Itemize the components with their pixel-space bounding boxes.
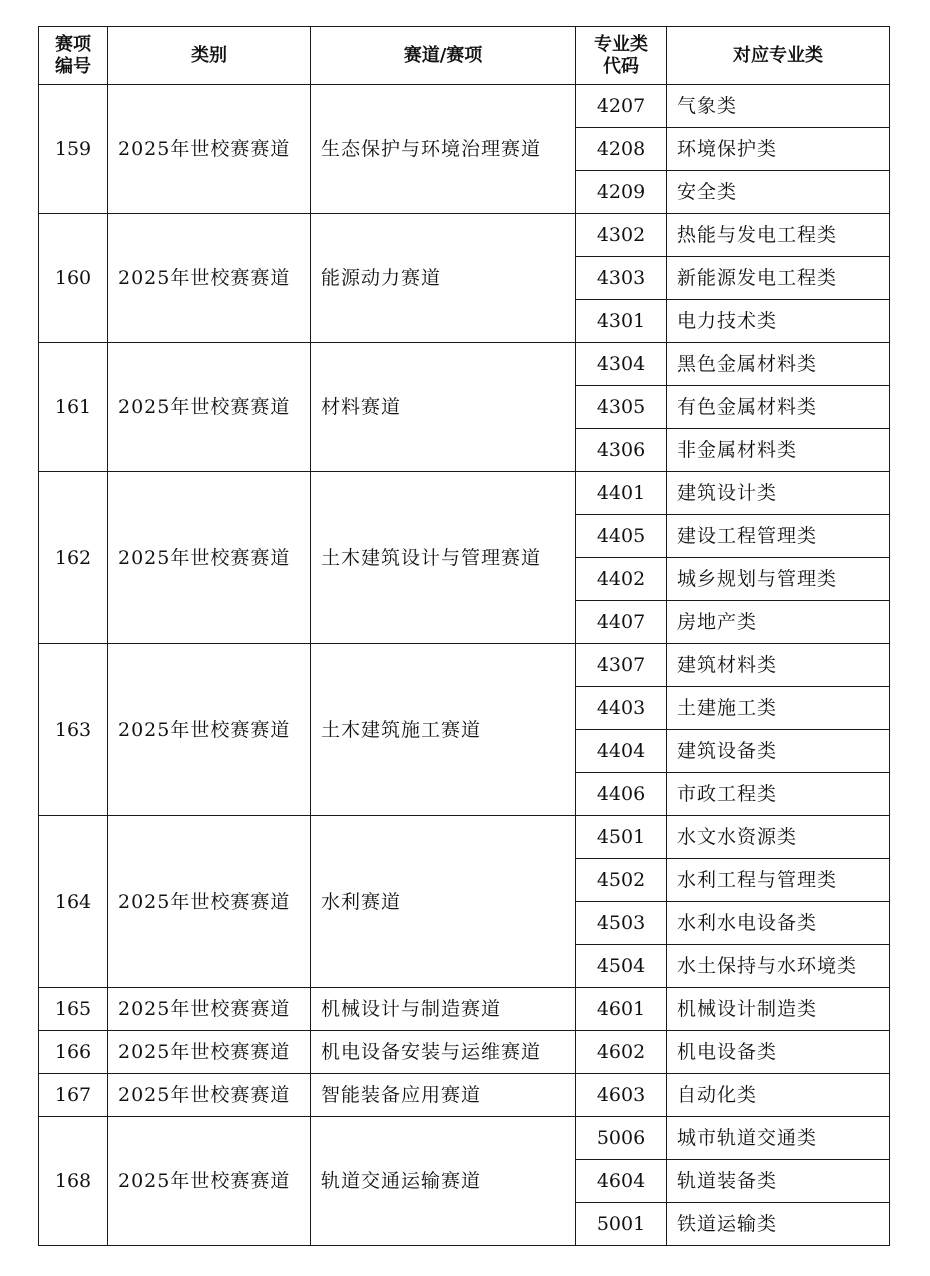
cell-major-code: 4304 bbox=[576, 343, 667, 386]
cell-track: 轨道交通运输赛道 bbox=[311, 1117, 576, 1246]
cell-major-name: 房地产类 bbox=[667, 601, 890, 644]
cell-major-name: 市政工程类 bbox=[667, 773, 890, 816]
cell-id: 168 bbox=[39, 1117, 108, 1246]
cell-major-name: 水文水资源类 bbox=[667, 816, 890, 859]
cell-major-code: 4209 bbox=[576, 171, 667, 214]
table-row bbox=[39, 343, 890, 386]
header-row bbox=[39, 27, 890, 85]
cell-major-code: 4401 bbox=[576, 472, 667, 515]
cell-major-code: 4305 bbox=[576, 386, 667, 429]
cell-id: 159 bbox=[39, 85, 108, 214]
cell-category: 2025年世校赛赛道 bbox=[108, 988, 311, 1031]
cell-major-code: 4407 bbox=[576, 601, 667, 644]
cell-major-code: 4503 bbox=[576, 902, 667, 945]
cell-major-name: 自动化类 bbox=[667, 1074, 890, 1117]
cell-major-name: 机械设计制造类 bbox=[667, 988, 890, 1031]
cell-category: 2025年世校赛赛道 bbox=[108, 214, 311, 343]
cell-major-code: 4406 bbox=[576, 773, 667, 816]
cell-track: 材料赛道 bbox=[311, 343, 576, 472]
cell-major-name: 水利水电设备类 bbox=[667, 902, 890, 945]
cell-id: 166 bbox=[39, 1031, 108, 1074]
cell-major-code: 4405 bbox=[576, 515, 667, 558]
cell-major-name: 有色金属材料类 bbox=[667, 386, 890, 429]
cell-track: 生态保护与环境治理赛道 bbox=[311, 85, 576, 214]
header-code-line1: 专业类 bbox=[594, 33, 648, 55]
cell-major-code: 4402 bbox=[576, 558, 667, 601]
cell-major-code: 4404 bbox=[576, 730, 667, 773]
cell-major-code: 4501 bbox=[576, 816, 667, 859]
cell-category: 2025年世校赛赛道 bbox=[108, 1117, 311, 1246]
table-row bbox=[39, 1074, 890, 1117]
cell-major-name: 建筑材料类 bbox=[667, 644, 890, 687]
cell-category: 2025年世校赛赛道 bbox=[108, 85, 311, 214]
cell-major-code: 4502 bbox=[576, 859, 667, 902]
cell-major-code: 4604 bbox=[576, 1160, 667, 1203]
cell-major-code: 4602 bbox=[576, 1031, 667, 1074]
cell-track: 土木建筑施工赛道 bbox=[311, 644, 576, 816]
cell-id: 160 bbox=[39, 214, 108, 343]
cell-track: 机电设备安装与运维赛道 bbox=[311, 1031, 576, 1074]
cell-major-name: 建筑设备类 bbox=[667, 730, 890, 773]
cell-id: 164 bbox=[39, 816, 108, 988]
cell-track: 能源动力赛道 bbox=[311, 214, 576, 343]
cell-major-name: 水土保持与水环境类 bbox=[667, 945, 890, 988]
cell-category: 2025年世校赛赛道 bbox=[108, 644, 311, 816]
header-id bbox=[39, 27, 108, 85]
cell-track: 土木建筑设计与管理赛道 bbox=[311, 472, 576, 644]
header-id-line1: 赛项 bbox=[55, 33, 91, 55]
table-row bbox=[39, 816, 890, 859]
cell-major-name: 土建施工类 bbox=[667, 687, 890, 730]
cell-major-code: 4504 bbox=[576, 945, 667, 988]
cell-category: 2025年世校赛赛道 bbox=[108, 1031, 311, 1074]
cell-id: 167 bbox=[39, 1074, 108, 1117]
cell-major-name: 环境保护类 bbox=[667, 128, 890, 171]
cell-major-name: 建设工程管理类 bbox=[667, 515, 890, 558]
cell-major-name: 气象类 bbox=[667, 85, 890, 128]
cell-major-code: 4208 bbox=[576, 128, 667, 171]
header-majors: 对应专业类 bbox=[667, 27, 890, 85]
header-id-line2: 编号 bbox=[55, 55, 91, 77]
cell-major-name: 铁道运输类 bbox=[667, 1203, 890, 1246]
cell-id: 165 bbox=[39, 988, 108, 1031]
cell-major-code: 4603 bbox=[576, 1074, 667, 1117]
cell-major-code: 4403 bbox=[576, 687, 667, 730]
cell-category: 2025年世校赛赛道 bbox=[108, 1074, 311, 1117]
cell-major-name: 轨道装备类 bbox=[667, 1160, 890, 1203]
competition-table bbox=[38, 26, 890, 1246]
cell-major-code: 4301 bbox=[576, 300, 667, 343]
cell-major-name: 城乡规划与管理类 bbox=[667, 558, 890, 601]
cell-major-code: 4302 bbox=[576, 214, 667, 257]
cell-track: 水利赛道 bbox=[311, 816, 576, 988]
header-track: 赛道/赛项 bbox=[311, 27, 576, 85]
cell-major-name: 黑色金属材料类 bbox=[667, 343, 890, 386]
cell-major-code: 5001 bbox=[576, 1203, 667, 1246]
cell-major-code: 4307 bbox=[576, 644, 667, 687]
cell-category: 2025年世校赛赛道 bbox=[108, 816, 311, 988]
cell-id: 161 bbox=[39, 343, 108, 472]
cell-major-code: 4303 bbox=[576, 257, 667, 300]
table-row bbox=[39, 644, 890, 687]
cell-major-code: 4306 bbox=[576, 429, 667, 472]
cell-major-name: 建筑设计类 bbox=[667, 472, 890, 515]
cell-major-name: 热能与发电工程类 bbox=[667, 214, 890, 257]
header-category: 类别 bbox=[108, 27, 311, 85]
table-row bbox=[39, 1117, 890, 1160]
cell-major-name: 新能源发电工程类 bbox=[667, 257, 890, 300]
cell-major-name: 水利工程与管理类 bbox=[667, 859, 890, 902]
cell-major-name: 安全类 bbox=[667, 171, 890, 214]
cell-id: 162 bbox=[39, 472, 108, 644]
table-body bbox=[39, 85, 890, 1246]
table-row bbox=[39, 472, 890, 515]
cell-major-code: 4601 bbox=[576, 988, 667, 1031]
cell-id: 163 bbox=[39, 644, 108, 816]
table-header bbox=[39, 27, 890, 85]
table-row bbox=[39, 214, 890, 257]
cell-track: 机械设计与制造赛道 bbox=[311, 988, 576, 1031]
table-row bbox=[39, 1031, 890, 1074]
cell-major-name: 电力技术类 bbox=[667, 300, 890, 343]
cell-track: 智能装备应用赛道 bbox=[311, 1074, 576, 1117]
cell-major-name: 城市轨道交通类 bbox=[667, 1117, 890, 1160]
header-code bbox=[576, 27, 667, 85]
cell-category: 2025年世校赛赛道 bbox=[108, 472, 311, 644]
cell-major-code: 5006 bbox=[576, 1117, 667, 1160]
cell-major-name: 非金属材料类 bbox=[667, 429, 890, 472]
cell-major-name: 机电设备类 bbox=[667, 1031, 890, 1074]
cell-major-code: 4207 bbox=[576, 85, 667, 128]
table-row bbox=[39, 988, 890, 1031]
header-code-line2: 代码 bbox=[603, 55, 639, 77]
table-row bbox=[39, 85, 890, 128]
cell-category: 2025年世校赛赛道 bbox=[108, 343, 311, 472]
